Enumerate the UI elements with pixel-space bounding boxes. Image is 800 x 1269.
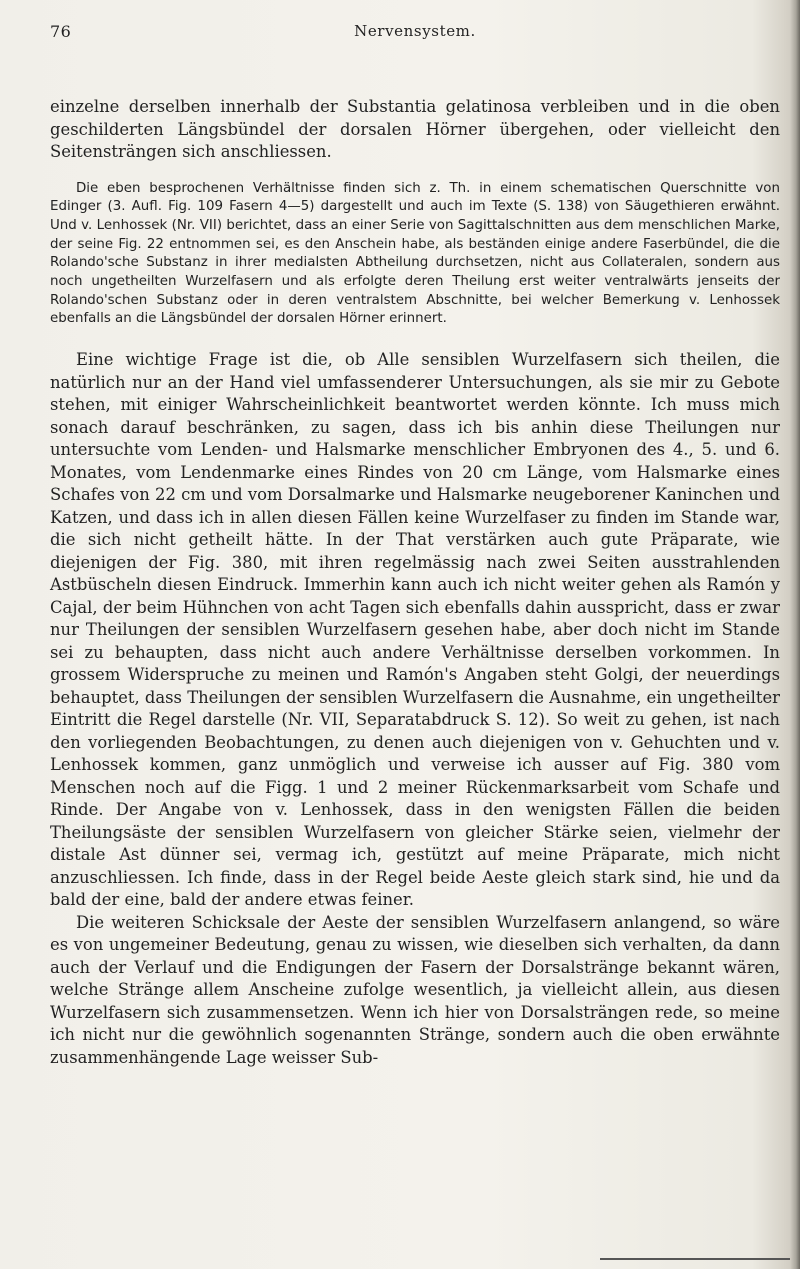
footnote-small-print: Die eben besprochenen Verhältnisse finden sich z. Th. in einem schematischen Querschnitte von Edinger (3. Aufl. Fig. 109 Fasern 4—5) dargestellt und auch im Texte (S. 138) von Säugethieren erwähnt. Und v. Lenhossek (Nr. VII) berichtet, dass an einer Serie von Sagittalschnitten aus dem menschlichen Marke, der seine Fig. 22 entnommen sei, es den Anschein habe, als beständen einige andere Faserbündel, die die Rolando'sche Substanz in ihrer medialsten Abtheilung durchsetzen, nicht aus Collateralen, sondern aus noch ungetheilten Wurzelfasern und als erfolgte deren Theilung erst weiter ventralwärts jenseits der Rolando'schen Substanz oder in deren ventralstem Abschnitte, bei welcher Bemerkung v. Lenhossek ebenfalls an die Längsbündel der dorsalen Hörner erinnert. — [50, 180, 780, 327]
running-head: Nervensystem. — [354, 22, 476, 40]
body-text — [50, 96, 780, 1069]
bottom-edge-mark — [600, 1258, 790, 1260]
paragraph-1: einzelne derselben innerhalb der Substantia gelatinosa verbleiben und in die oben geschilderten Längsbündel der dorsalen Hörner übergehen, oder vielleicht den Seitensträngen sich anschliessen. — [50, 97, 780, 161]
page-number: 76 — [50, 22, 72, 41]
page-header — [50, 22, 780, 52]
paragraph-2: Eine wichtige Frage ist die, ob Alle sensiblen Wurzelfasern sich theilen, die natürlich nur an der Hand viel umfassenderer Untersuchungen, als sie mir zu Gebote stehen, mit einiger Wahrscheinlichkeit beantwortet werden könnte. Ich muss mich sonach darauf beschränken, zu sagen, dass ich bis anhin diese Theilungen nur untersuchte vom Lenden- und Halsmarke menschlicher Embryonen des 4., 5. und 6. Monates, vom Lendenmarke eines Rindes von 20 cm Länge, vom Halsmarke eines Schafes von 22 cm und vom Dorsalmarke und Halsmarke neugeborener Kaninchen und Katzen, und dass ich in allen diesen Fällen keine Wurzelfaser zu finden im Stande war, die sich nicht getheilt hätte. In der That verstärken auch gute Präparate, wie diejenigen der Fig. 380, mit ihren regelmässig nach zwei Seiten ausstrahlenden Astbüscheln diesen Eindruck. Immerhin kann auch ich nicht weiter gehen als Ramón y Cajal, der beim Hühnchen von acht Tagen sich ebenfalls dahin ausspricht, dass er zwar nur Theilungen der sensiblen Wurzelfasern gesehen habe, aber doch nicht im Stande sei zu behaupten, dass nicht auch andere Verhältnisse derselben vorkommen. In grossem Widerspruche zu meinen und Ramón's Angaben steht Golgi, der neuerdings behauptet, dass Theilungen der sensiblen Wurzelfasern die Ausnahme, ein ungetheilter Eintritt die Regel darstelle (Nr. VII, Separatabdruck S. 12). So weit zu gehen, ist nach den vorliegenden Beobachtungen, zu denen auch diejenigen von v. Gehuchten und v. Lenhossek kommen, ganz unmöglich und verweise ich ausser auf Fig. 380 vom Menschen noch auf die Figg. 1 und 2 meiner Rückenmarksarbeit vom Schafe und Rinde. Der Angabe von v. Lenhossek, dass in den wenigsten Fällen die beiden Theilungsäste der sensiblen Wurzelfasern von gleicher Stärke seien, vielmehr der distale Ast dünner sei, vermag ich, gestützt auf meine Präparate, mich nicht anzuschliessen. Ich finde, dass in der Regel beide Aeste gleich stark sind, hie und da bald der eine, bald der andere etwas feiner. — [50, 350, 780, 910]
paragraph-3: Die weiteren Schicksale der Aeste der sensiblen Wurzelfasern anlangend, so wäre es von ungemeiner Bedeutung, genau zu wissen, wie dieselben sich verhalten, da dann auch der Verlauf und die Endigungen der Fasern der Dorsalstränge bekannt wären, welche Stränge allem Anscheine zufolge wesentlich, ja vielleicht allein, aus diesen Wurzelfasern sich zusammensetzen. Wenn ich hier von Dorsalsträngen rede, so meine ich nicht nur die gewöhnlich sogenannten Stränge, sondern auch die oben erwähnte zusammenhängende Lage weisser Sub- — [50, 912, 780, 1067]
page-edge-shadow — [790, 0, 800, 1269]
